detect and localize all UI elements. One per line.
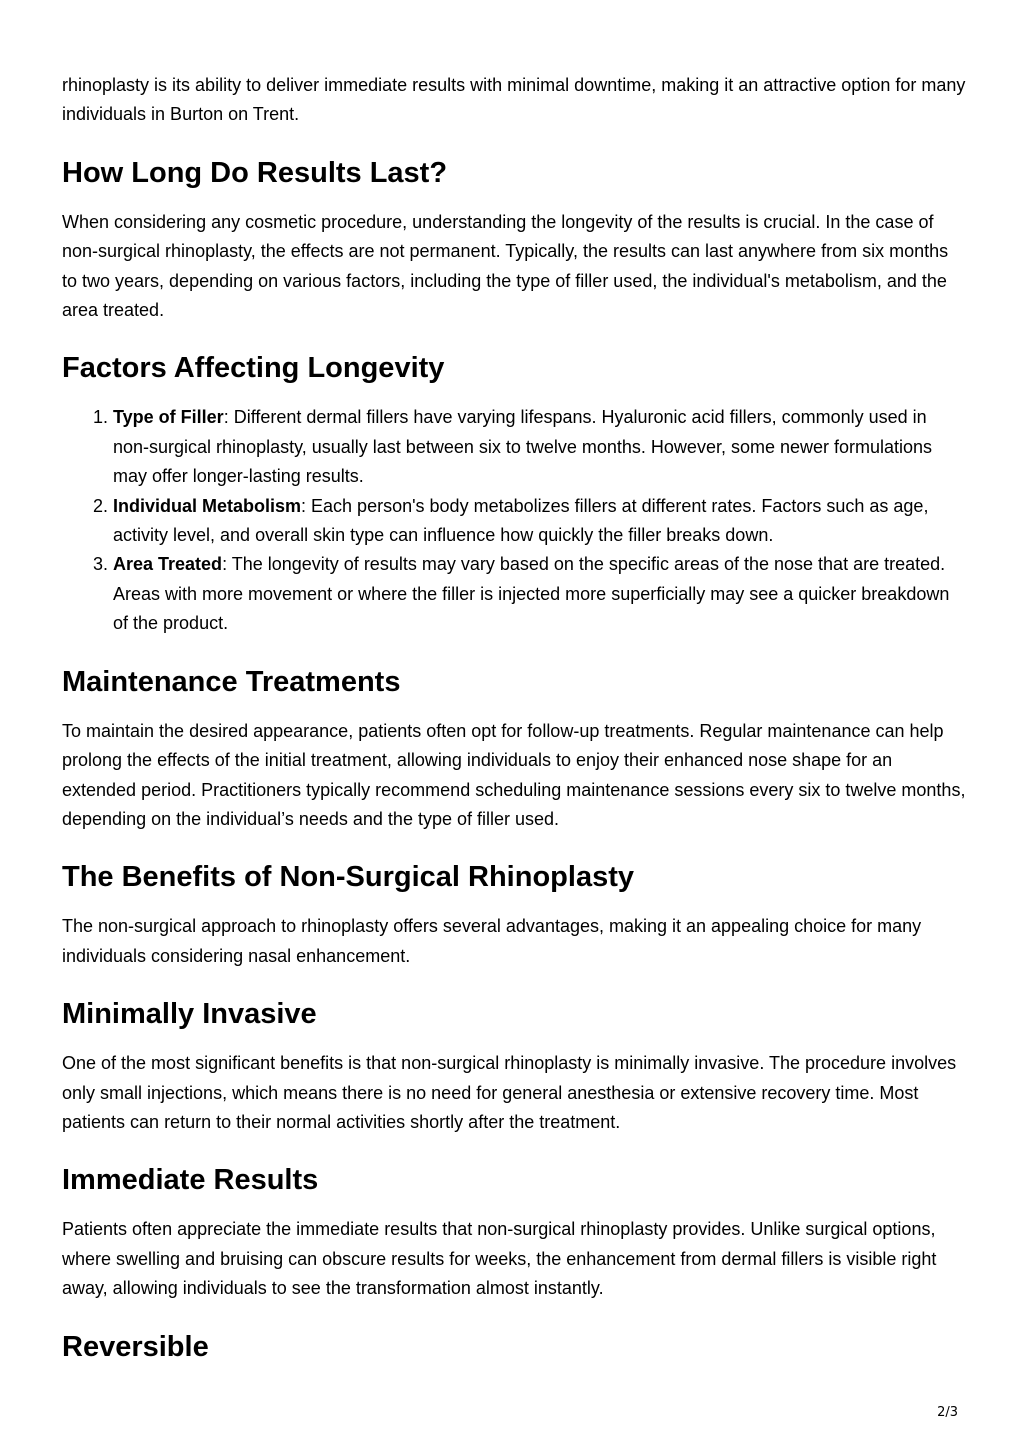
list-item-term: Individual Metabolism <box>113 495 302 516</box>
page-number: 2/3 <box>937 1405 958 1420</box>
heading-factors: Factors Affecting Longevity <box>62 352 445 385</box>
intro-paragraph: rhinoplasty is its ability to deliver immediate results with minimal downtime, making it an attractive option for many individuals in Burton on Trent. <box>62 75 966 125</box>
factors-list <box>62 403 966 638</box>
heading-how-long: How Long Do Results Last? <box>62 156 448 189</box>
list-item-term: Type of Filler <box>113 407 224 428</box>
list-item <box>113 403 966 491</box>
paragraph-maintenance: To maintain the desired appearance, patients often opt for follow-up treatments. Regular maintenance can help prolong the effects of the initial treatment, allowing individuals to enjoy their enhanced nose shape for an extended period. Practitioners typically recommend scheduling maintenance sessions every six to twelve months, depending on the individual’s needs and the type of filler used. <box>62 720 966 829</box>
paragraph-benefits: The non-surgical approach to rhinoplasty offers several advantages, making it an appealing choice for many individuals considering nasal enhancement. <box>62 916 922 966</box>
heading-reversible: Reversible <box>62 1330 209 1363</box>
list-item-text: : Different dermal fillers have varying lifespans. Hyaluronic acid fillers, commonly used in non-surgical rhinoplasty, usually last between six to twelve months. However, some newer formulations may offer longer-lasting results. <box>113 407 933 487</box>
paragraph-how-long: When considering any cosmetic procedure, understanding the longevity of the results is crucial. In the case of non-surgical rhinoplasty, the effects are not permanent. Typically, the results can last anywhere from six months to two years, depending on various factors, including the type of filler used, the individual's metabolism, and the area treated. <box>62 211 949 321</box>
list-item-term: Area Treated <box>113 554 223 575</box>
list-item-text: : Each person's body metabolizes fillers at different rates. Factors such as age, activity level, and overall skin type can influence how quickly the filler breaks down. <box>113 495 929 546</box>
list-item <box>113 550 966 638</box>
paragraph-immediate-results: Patients often appreciate the immediate results that non-surgical rhinoplasty provides. Unlike surgical options, where swelling and bruising can obscure results for weeks, the enhancement from dermal fillers is visible right away, allowing individuals to see the transformation almost instantly. <box>62 1219 937 1299</box>
heading-immediate-results: Immediate Results <box>62 1164 319 1197</box>
heading-benefits: The Benefits of Non-Surgical Rhinoplasty <box>62 861 634 894</box>
list-item <box>113 492 966 551</box>
document-page <box>62 71 966 1365</box>
heading-maintenance: Maintenance Treatments <box>62 665 401 698</box>
heading-minimally-invasive: Minimally Invasive <box>62 998 317 1031</box>
list-item-text: : The longevity of results may vary based on the specific areas of the nose that are treated. Areas with more movement or where the filler is injected more superficially may see a quicker breakdown of the product. <box>113 554 950 634</box>
paragraph-minimally-invasive: One of the most significant benefits is that non-surgical rhinoplasty is minimally invasive. The procedure involves only small injections, which means there is no need for general anesthesia or extensive recovery time. Most patients can return to their normal activities shortly after the treatment. <box>62 1053 957 1132</box>
